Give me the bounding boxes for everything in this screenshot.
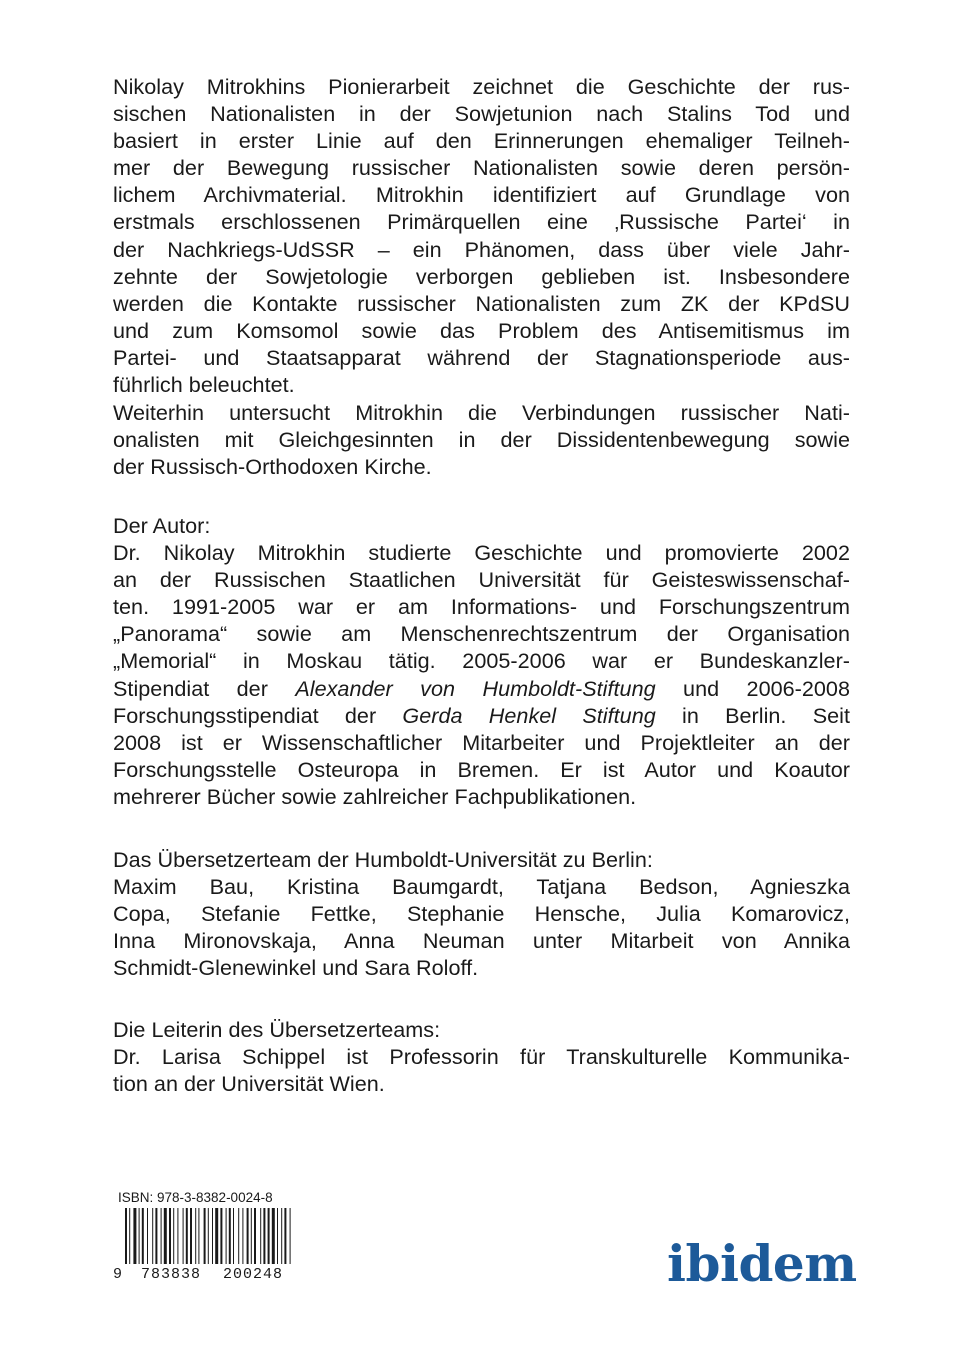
text-span: und 2006-2008 [655,675,850,701]
text-line [113,675,850,702]
text-line: basiert in erster Linie auf den Erinnerungen ehemaliger Teilneh- [113,128,850,154]
barcode-lead-digit: 9 [113,1266,123,1280]
barcode-bar [142,1208,144,1264]
barcode-left-digits: 783838 [140,1266,202,1280]
barcode-bar [139,1208,140,1264]
text-span: Stipendiat der [113,675,296,701]
author-section [113,512,850,810]
foundation-name: Alexander von Humboldt-Stiftung [295,675,656,701]
team-lead-section [113,1016,850,1097]
text-line: zehnte der Sowjetologie verborgen geblieben ist. Insbesondere [113,263,850,289]
barcode-right-digits: 200248 [222,1266,284,1280]
text-line: führlich beleuchtet. [113,372,295,398]
barcode-bar [268,1208,270,1264]
text-line: tion an der Universität Wien. [113,1071,385,1097]
text-line [113,702,850,729]
barcode-bar [290,1208,291,1264]
barcode-bar [147,1208,148,1264]
text-line: Partei- und Staatsapparat während der Stagnationsperiode aus- [113,344,850,370]
barcode-bar [169,1208,171,1264]
team-lead-heading: Die Leiterin des Übersetzerteams: [113,1017,441,1042]
barcode-bar [198,1208,199,1264]
barcode-bar [247,1208,249,1264]
isbn-label: ISBN: 978-3-8382-0024-8 [118,1190,273,1205]
publisher-logo: ibidem [667,1234,857,1293]
text-line: werden die Kontakte russischer Nationalisten zum ZK der KPdSU [113,290,850,316]
barcode-bar [229,1208,231,1264]
barcode-bar [212,1208,213,1264]
text-line: und zum Komsomol sowie das Problem des Antisemitismus im [113,317,850,343]
barcode-bar [272,1208,275,1264]
text-line: Inna Mironovskaja, Anna Neuman unter Mitarbeit von Annika [113,928,850,954]
barcode-bar [277,1208,278,1264]
barcode-bar [152,1208,153,1264]
text-line: ten. 1991-2005 war er am Informations- und Forschungszentrum [113,594,850,620]
barcode-bar [251,1208,252,1264]
translators-section [113,846,850,981]
barcode-bar [233,1208,234,1264]
text-line: Dr. Nikolay Mitrokhin studierte Geschichte und promovierte 2002 [113,540,850,566]
barcode-bar [204,1208,206,1264]
barcode-bar [195,1208,196,1264]
description-paragraph-2 [113,399,850,480]
text-line: „Memorial“ in Moskau tätig. 2005-2006 war er Bundeskanzler- [113,648,850,674]
barcode-bar [281,1208,282,1264]
barcode-bar [226,1208,227,1264]
barcode-bar [263,1208,265,1264]
text-line: onalisten mit Gleichgesinnten in der Dissidentenbewegung sowie [113,427,850,453]
barcode-bar [155,1208,157,1264]
text-line: Weiterhin untersucht Mitrokhin die Verbindungen russischer Nati- [113,400,850,425]
barcode-bar [173,1208,174,1264]
barcode-bar [215,1208,218,1264]
barcode-bar [242,1208,243,1264]
text-line: Schmidt-Glenewinkel und Sara Roloff. [113,955,479,981]
barcode-bar [238,1208,239,1264]
barcode-bar [183,1208,184,1264]
barcode-bar [284,1208,286,1264]
barcode-bar [161,1208,162,1264]
text-line: Copa, Stefanie Fettke, Stephanie Hensche, Julia Komarovicz, [113,901,850,927]
author-heading: Der Autor: [113,513,211,538]
barcode-bar [164,1208,167,1264]
text-line: mer der Bewegung russischer Nationalisten sowie deren persön- [113,155,850,181]
text-line: mehrerer Bücher sowie zahlreicher Fachpublikationen. [113,783,637,809]
barcode-bar [220,1208,222,1264]
barcode-bar [208,1208,209,1264]
text-span: in Berlin. Seit [655,702,850,728]
translators-heading: Das Übersetzerteam der Humboldt-Universität zu Berlin: [113,847,653,872]
text-line: 2008 ist er Wissenschaftlicher Mitarbeiter und Projektleiter an der [113,729,850,755]
text-line: Dr. Larisa Schippel ist Professorin für Transkulturelle Kommunika- [113,1044,850,1070]
text-span: Forschungsstipendiat der [113,702,403,728]
text-line: der Russisch-Orthodoxen Kirche. [113,454,432,480]
isbn-barcode [113,1190,318,1282]
barcode-bar [186,1208,188,1264]
barcode-bar [129,1208,130,1264]
text-line: Forschungsstelle Osteuropa in Bremen. Er ist Autor und Koautor [113,756,850,782]
text-line: der Nachkriegs-UdSSR – ein Phänomen, dass über viele Jahr- [113,236,850,262]
text-line: sischen Nationalisten in der Sowjetunion nach Stalins Tod und [113,101,850,127]
barcode-bar [125,1208,127,1264]
description-paragraph-1 [113,73,850,398]
barcode-graphic [113,1208,313,1280]
foundation-name: Gerda Henkel Stiftung [402,702,656,728]
text-line: „Panorama“ sowie am Menschenrechtszentrum der Organisation [113,621,850,647]
barcode-bar [133,1208,136,1264]
text-line: lichem Archivmaterial. Mitrokhin identifiziert auf Grundlage von [113,182,850,208]
barcode-bar [260,1208,261,1264]
text-line: Maxim Bau, Kristina Baumgardt, Tatjana Bedson, Agnieszka [113,874,850,900]
barcode-bar [190,1208,192,1264]
barcode-bar [254,1208,256,1264]
text-line: erstmals erschlossenen Primärquellen eine ‚Russische Partei‘ in [113,209,850,235]
text-line: Nikolay Mitrokhins Pionierarbeit zeichnet die Geschichte der rus- [113,74,850,99]
text-line: an der Russischen Staatlichen Universität für Geisteswissenschaf- [113,567,850,593]
barcode-bar [177,1208,178,1264]
